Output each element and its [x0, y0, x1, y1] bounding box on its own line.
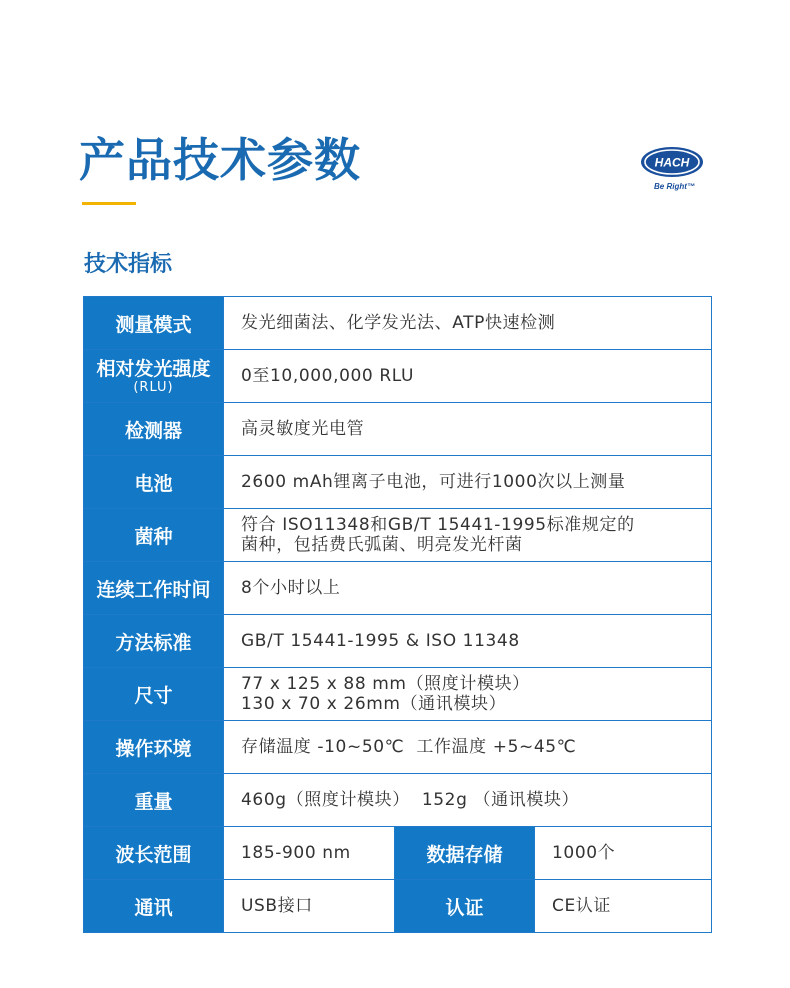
table-row	[84, 880, 712, 933]
spec-value: USB接口	[224, 880, 395, 933]
spec-label-unit: (RLU)	[133, 380, 174, 395]
spec-label: 电池	[84, 456, 224, 509]
spec-label: 数据存储	[395, 827, 535, 880]
spec-value: 8个小时以上	[224, 562, 712, 615]
logo-text: HACH	[654, 155, 690, 170]
spec-label: 通讯	[84, 880, 224, 933]
spec-label: 测量模式	[84, 297, 224, 350]
spec-value: 2600 mAh锂离子电池，可进行1000次以上测量	[224, 456, 712, 509]
spec-value: GB/T 15441-1995 & ISO 11348	[224, 615, 712, 668]
hach-logo	[640, 146, 714, 198]
spec-value	[224, 509, 712, 562]
spec-value-line: 菌种，包括费氏弧菌、明亮发光杆菌	[241, 535, 523, 555]
spec-label: 操作环境	[84, 721, 224, 774]
spec-label: 波长范围	[84, 827, 224, 880]
spec-label: 连续工作时间	[84, 562, 224, 615]
spec-value: 高灵敏度光电管	[224, 403, 712, 456]
spec-label: 菌种	[84, 509, 224, 562]
spec-value: 185-900 nm	[224, 827, 395, 880]
table-row	[84, 297, 712, 350]
spec-value-line: 符合 ISO11348和GB/T 15441-1995标准规定的	[241, 515, 635, 535]
table-row	[84, 668, 712, 721]
logo-tagline: Be Right™	[654, 182, 695, 191]
spec-label: 重量	[84, 774, 224, 827]
spec-value: CE认证	[535, 880, 712, 933]
spec-value	[224, 668, 712, 721]
spec-label: 认证	[395, 880, 535, 933]
spec-label: 尺寸	[84, 668, 224, 721]
spec-label: 检测器	[84, 403, 224, 456]
hach-logo-mark	[640, 146, 704, 178]
table-row	[84, 562, 712, 615]
spec-value-line: 130 x 70 x 26mm（通讯模块）	[241, 694, 507, 714]
spec-label: 方法标准	[84, 615, 224, 668]
spec-value: 0至10,000,000 RLU	[224, 350, 712, 403]
page-title: 产品技术参数	[79, 133, 361, 187]
spec-value: 1000个	[535, 827, 712, 880]
table-row	[84, 350, 712, 403]
table-row	[84, 456, 712, 509]
spec-value: 存储温度 -10~50℃ 工作温度 +5~45℃	[224, 721, 712, 774]
spec-value: 460g（照度计模块） 152g （通讯模块）	[224, 774, 712, 827]
section-title: 技术指标	[84, 252, 173, 277]
title-underline	[82, 202, 136, 205]
spec-value: 发光细菌法、化学发光法、ATP快速检测	[224, 297, 712, 350]
table-row	[84, 509, 712, 562]
spec-value-line: 77 x 125 x 88 mm（照度计模块）	[241, 674, 530, 694]
table-row	[84, 827, 712, 880]
table-row	[84, 721, 712, 774]
spec-table	[83, 296, 712, 933]
spec-label-main: 相对发光强度	[96, 358, 211, 380]
spec-label	[84, 350, 224, 403]
table-row	[84, 774, 712, 827]
table-row	[84, 615, 712, 668]
table-row	[84, 403, 712, 456]
